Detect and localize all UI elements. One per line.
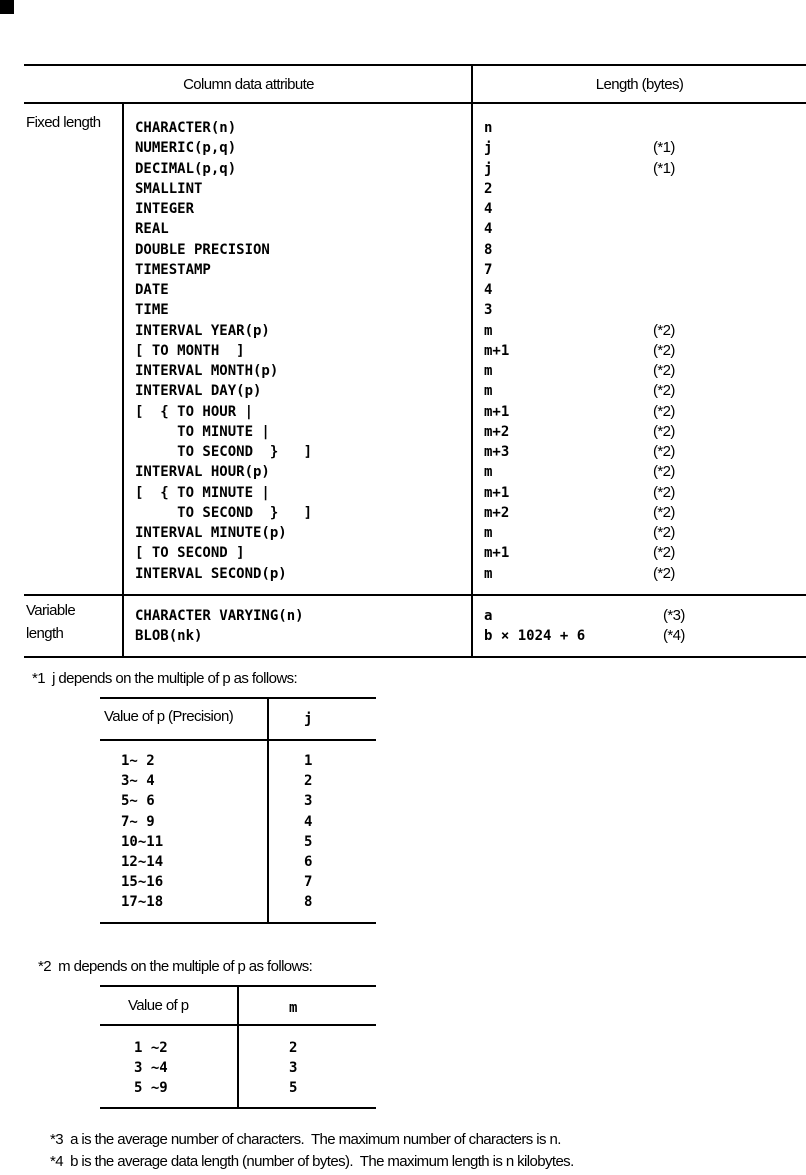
note-cell: (*4)	[663, 627, 685, 645]
j-value-cell: 8	[304, 894, 313, 911]
fixed-attribute-list	[135, 118, 312, 584]
fn2-header-p: Value of p	[128, 997, 189, 1014]
category-divider	[122, 102, 124, 658]
fixed-section-bottom-rule	[24, 594, 806, 596]
p-value-cell: 15~16	[121, 874, 164, 891]
length-cell: m+1	[484, 484, 510, 501]
note-cell	[653, 219, 675, 239]
fn1-column-divider	[267, 697, 269, 924]
attribute-cell: TO SECOND } ]	[135, 504, 313, 521]
attribute-cell: INTEGER	[135, 201, 195, 217]
fn1-p-values	[121, 751, 163, 913]
attribute-cell: SMALLINT	[135, 180, 203, 197]
note-cell	[653, 280, 675, 300]
j-value-cell: 6	[304, 853, 313, 870]
note-cell	[653, 199, 675, 219]
category-fixed-length: Fixed length	[26, 114, 101, 131]
note-cell: (*2)	[653, 544, 675, 562]
variable-note-list	[663, 606, 685, 647]
table-bottom-rule	[24, 656, 806, 658]
p-value-cell: 7~ 9	[121, 813, 155, 830]
attribute-cell: REAL	[135, 221, 169, 238]
fn2-m-values	[289, 1038, 297, 1099]
note-cell: (*2)	[653, 362, 675, 379]
fn2-header-m: m	[289, 1000, 298, 1016]
p-value-cell: 5~ 6	[121, 793, 155, 810]
length-cell: m+3	[484, 444, 510, 460]
length-cell: j	[484, 140, 493, 157]
note-cell	[653, 300, 675, 320]
fixed-note-list	[653, 118, 675, 584]
p-value-cell: 3 ~4	[134, 1060, 168, 1077]
note-cell: (*2)	[653, 463, 675, 481]
fn1-top-rule	[100, 697, 376, 699]
length-cell: m+1	[484, 342, 510, 359]
length-cell: 2	[484, 180, 493, 197]
length-cell: 4	[484, 282, 493, 298]
note-cell: (*2)	[653, 524, 675, 541]
note-cell: (*2)	[653, 382, 675, 400]
attribute-cell: TIME	[135, 302, 169, 319]
note-cell: (*2)	[653, 483, 675, 501]
length-cell: 8	[484, 241, 493, 258]
category-variable-line2: length	[26, 625, 64, 642]
attribute-cell: [ { TO MINUTE |	[135, 484, 270, 501]
m-value-cell: 5	[289, 1080, 298, 1097]
length-cell: 4	[484, 201, 493, 217]
note-cell	[653, 260, 675, 280]
attribute-cell: INTERVAL SECOND(p)	[135, 565, 287, 582]
attribute-cell: [ TO SECOND ]	[135, 545, 245, 562]
note-cell: (*2)	[653, 321, 675, 339]
p-value-cell: 17~18	[121, 894, 164, 911]
length-cell: m	[484, 565, 493, 582]
attribute-cell: INTERVAL MONTH(p)	[135, 363, 279, 379]
j-value-cell: 3	[304, 793, 313, 810]
length-cell: b × 1024 + 6	[484, 628, 586, 645]
j-value-cell: 1	[304, 753, 313, 769]
header-length: Length (bytes)	[595, 75, 684, 93]
note-cell: (*2)	[653, 503, 675, 521]
fixed-length-list	[484, 118, 509, 584]
note-cell: (*2)	[653, 443, 675, 460]
p-value-cell: 3~ 4	[121, 773, 155, 790]
attribute-cell: CHARACTER VARYING(n)	[135, 608, 304, 624]
note-cell: (*2)	[653, 402, 675, 420]
j-value-cell: 4	[304, 813, 313, 830]
length-cell: m+1	[484, 403, 510, 420]
p-value-cell: 1~ 2	[121, 753, 155, 769]
footnote-3: *3 a is the average number of characters. The maximum number of characters is n.	[50, 1131, 561, 1148]
variable-attribute-list	[135, 606, 304, 647]
attribute-cell: INTERVAL DAY(p)	[135, 383, 262, 400]
attribute-cell: DECIMAL(p,q)	[135, 160, 237, 177]
footnote-1: *1 j depends on the multiple of p as follows:	[32, 670, 298, 687]
corner-marker	[0, 0, 14, 14]
m-value-cell: 3	[289, 1060, 298, 1077]
attribute-cell: DOUBLE PRECISION	[135, 241, 270, 258]
note-cell: (*2)	[653, 564, 675, 582]
length-cell: m	[484, 322, 493, 339]
note-cell: (*3)	[663, 607, 685, 624]
column-divider	[471, 64, 473, 658]
note-cell	[653, 118, 675, 138]
note-cell: (*1)	[653, 159, 675, 177]
attribute-cell: DATE	[135, 282, 169, 298]
note-cell	[653, 240, 675, 260]
p-value-cell: 1 ~2	[134, 1040, 168, 1056]
attribute-cell: INTERVAL HOUR(p)	[135, 464, 270, 481]
length-cell: m	[484, 383, 493, 400]
attribute-cell: INTERVAL YEAR(p)	[135, 322, 270, 339]
category-variable-line1: Variable	[26, 602, 76, 619]
length-cell: m+2	[484, 504, 510, 521]
footnote-4: *4 b is the average data length (number of bytes). The maximum length is n kilobytes.	[50, 1153, 574, 1170]
p-value-cell: 10~11	[121, 833, 164, 850]
attribute-cell: NUMERIC(p,q)	[135, 140, 237, 157]
length-cell: m+2	[484, 423, 510, 440]
length-cell: j	[484, 160, 493, 177]
length-cell: 7	[484, 261, 493, 278]
attribute-cell: TO SECOND } ]	[135, 444, 313, 460]
note-cell: (*2)	[653, 341, 675, 359]
j-value-cell: 7	[304, 874, 313, 891]
length-cell: m	[484, 464, 493, 481]
note-cell: (*1)	[653, 139, 675, 157]
length-cell: a	[484, 608, 493, 624]
note-cell	[653, 179, 675, 199]
footnote-2: *2 m depends on the multiple of p as follows:	[38, 958, 313, 975]
attribute-cell: [ { TO HOUR |	[135, 403, 254, 420]
note-cell: (*2)	[653, 422, 675, 440]
attribute-cell: [ TO MONTH ]	[135, 342, 245, 359]
length-cell: 4	[484, 221, 493, 238]
p-value-cell: 5 ~9	[134, 1080, 168, 1097]
attribute-cell: BLOB(nk)	[135, 628, 203, 645]
length-cell: m	[484, 363, 493, 379]
p-value-cell: 12~14	[121, 853, 164, 870]
m-value-cell: 2	[289, 1040, 298, 1056]
length-cell: m+1	[484, 545, 510, 562]
fn1-header-p: Value of p (Precision)	[104, 708, 234, 725]
length-cell: n	[484, 120, 493, 136]
fn2-p-values	[134, 1038, 168, 1099]
fn1-header-rule	[100, 739, 376, 741]
fn2-column-divider	[237, 985, 239, 1109]
length-cell: m	[484, 525, 493, 541]
header-attribute: Column data attribute	[183, 75, 314, 93]
j-value-cell: 5	[304, 833, 313, 850]
attribute-cell: INTERVAL MINUTE(p)	[135, 525, 287, 541]
attribute-cell: CHARACTER(n)	[135, 120, 237, 136]
j-value-cell: 2	[304, 773, 313, 790]
fn1-j-values	[304, 751, 312, 913]
attribute-cell: TO MINUTE |	[135, 423, 270, 440]
fn1-bottom-rule	[100, 922, 376, 924]
attribute-cell: TIMESTAMP	[135, 261, 211, 278]
fn1-header-j: j	[304, 711, 313, 727]
length-cell: 3	[484, 302, 493, 319]
variable-length-list	[484, 606, 585, 647]
